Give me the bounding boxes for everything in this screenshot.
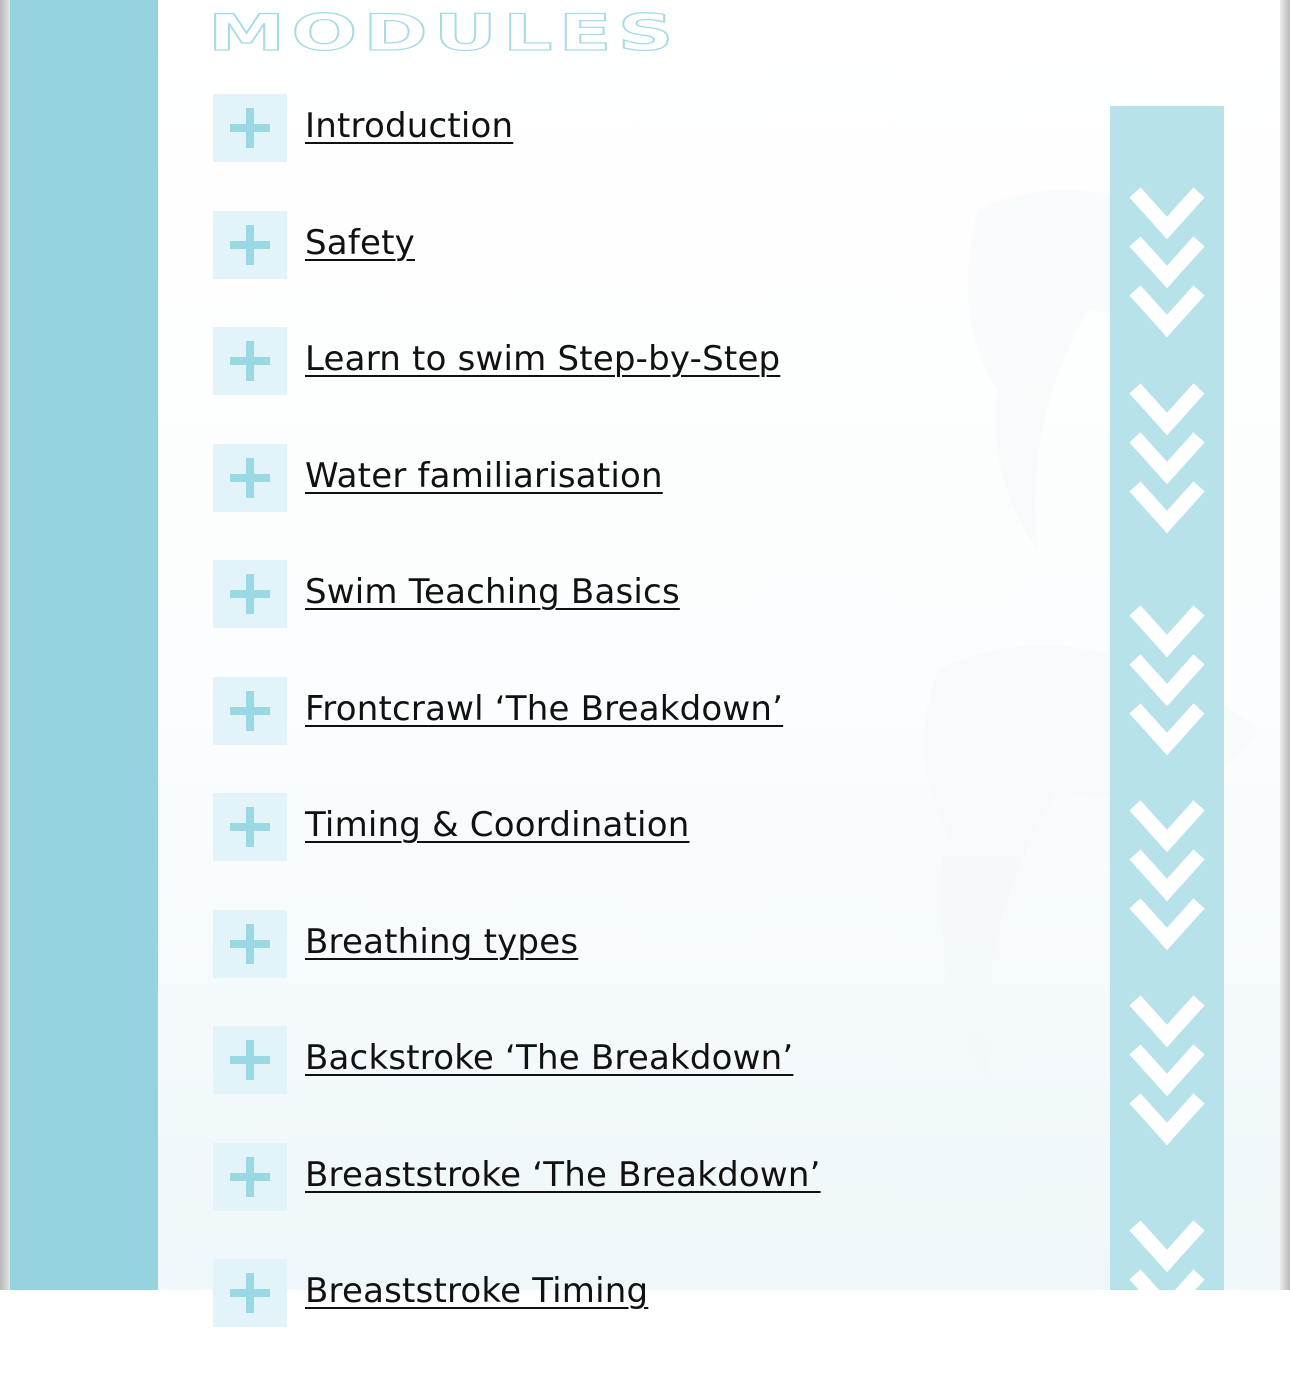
module-item[interactable]: [213, 444, 1063, 561]
module-item[interactable]: [213, 1026, 1063, 1143]
plus-icon[interactable]: [213, 1026, 287, 1094]
module-item[interactable]: [213, 910, 1063, 1027]
module-link-introduction[interactable]: Introduction: [305, 106, 514, 146]
chevron-down-icon: [1140, 1055, 1194, 1085]
page-title: MODULES: [208, 4, 680, 62]
chevron-down-icon: [1140, 811, 1194, 841]
plus-icon[interactable]: [213, 560, 287, 628]
plus-icon[interactable]: [213, 211, 287, 279]
module-link-backstroke[interactable]: Backstroke ‘The Breakdown’: [305, 1038, 794, 1078]
module-item[interactable]: [213, 560, 1063, 677]
left-accent-bar: [10, 0, 158, 1290]
plus-icon[interactable]: [213, 94, 287, 162]
module-link-breathing-types[interactable]: Breathing types: [305, 921, 579, 962]
chevron-down-icon: [1140, 1006, 1194, 1036]
plus-icon[interactable]: [213, 327, 287, 395]
chevron-down-icon: [1140, 616, 1194, 646]
chevron-down-icon: [1140, 1231, 1194, 1261]
page-edge-left: [0, 0, 10, 1290]
module-item[interactable]: [213, 211, 1063, 328]
module-link-swim-teaching-basics[interactable]: Swim Teaching Basics: [305, 572, 680, 612]
chevron-group: [1110, 106, 1224, 1290]
module-link-frontcrawl[interactable]: Frontcrawl ‘The Breakdown’: [305, 688, 784, 729]
chevron-down-icon: [1140, 198, 1194, 228]
chevron-down-icon: [1140, 492, 1194, 522]
chevron-down-icon: [1140, 714, 1194, 744]
chevron-down-icon: [1140, 443, 1194, 473]
module-link-breaststroke[interactable]: Breaststroke ‘The Breakdown’: [305, 1154, 821, 1195]
chevron-down-icon: [1140, 296, 1194, 326]
page-edge-right: [1280, 0, 1290, 1290]
chevron-strip: [1110, 106, 1224, 1290]
plus-icon[interactable]: [213, 1143, 287, 1211]
plus-icon[interactable]: [213, 1259, 287, 1327]
module-item[interactable]: [213, 94, 1063, 211]
module-link-safety[interactable]: Safety: [305, 222, 415, 263]
module-item[interactable]: [213, 793, 1063, 910]
module-item[interactable]: [213, 677, 1063, 794]
module-link-water-familiarisation[interactable]: Water familiarisation: [305, 455, 663, 496]
module-list: [213, 94, 1063, 1376]
chevron-down-icon: [1140, 1104, 1194, 1134]
plus-icon[interactable]: [213, 444, 287, 512]
plus-icon[interactable]: [213, 910, 287, 978]
plus-icon[interactable]: [213, 677, 287, 745]
module-link-learn-to-swim[interactable]: Learn to swim Step-by-Step: [305, 339, 781, 379]
module-item[interactable]: [213, 1143, 1063, 1260]
module-link-breaststroke-timing[interactable]: Breaststroke Timing: [305, 1271, 649, 1311]
chevron-down-icon: [1140, 247, 1194, 277]
module-item[interactable]: [213, 327, 1063, 444]
plus-icon[interactable]: [213, 793, 287, 861]
module-item[interactable]: [213, 1259, 1063, 1376]
chevron-down-icon: [1140, 665, 1194, 695]
module-link-timing-coordination[interactable]: Timing & Coordination: [305, 805, 690, 845]
chevron-down-icon: [1140, 1280, 1194, 1310]
chevron-down-icon: [1140, 909, 1194, 939]
chevron-down-icon: [1140, 860, 1194, 890]
chevron-down-icon: [1140, 394, 1194, 424]
